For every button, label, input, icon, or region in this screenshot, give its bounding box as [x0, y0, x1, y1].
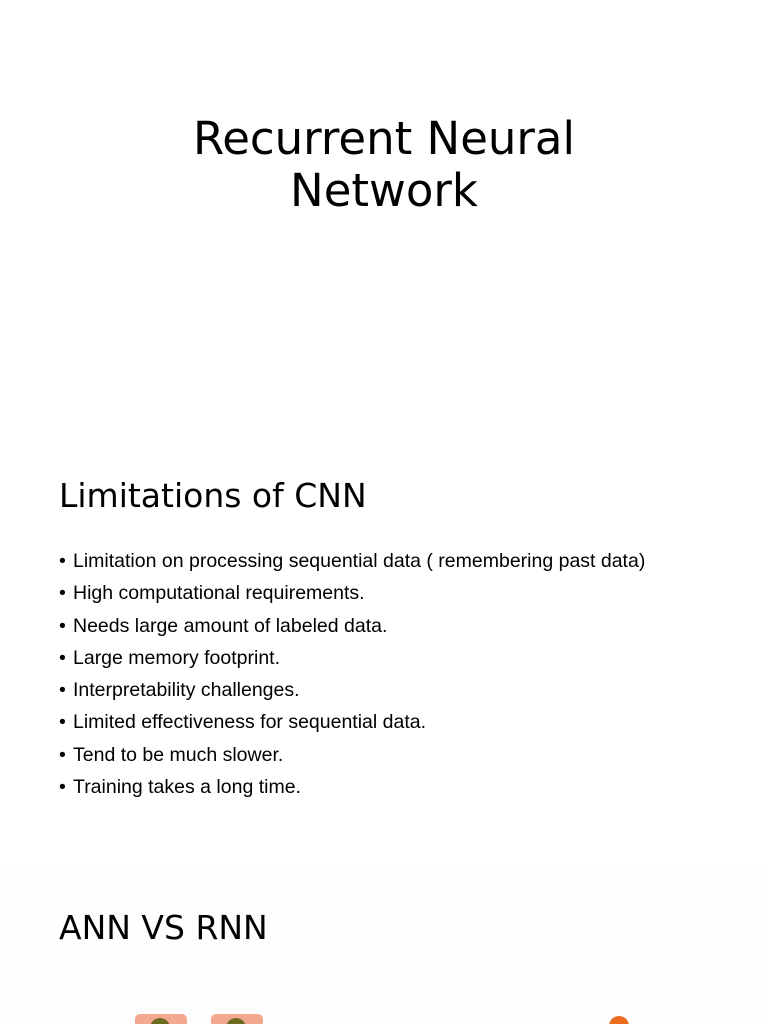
- bullet-text: Limitation on processing sequential data ( remembering past data): [73, 550, 646, 572]
- neuron-core: [150, 1018, 170, 1024]
- list-item: [59, 739, 645, 771]
- bullet-text: Large memory footprint.: [73, 646, 281, 669]
- list-item: [59, 771, 645, 803]
- bullet-dot: •: [59, 679, 66, 702]
- ann-vs-rnn-slide: [0, 864, 768, 1024]
- list-item: [59, 642, 645, 674]
- list-item: [59, 577, 645, 609]
- title-line-2: Network: [290, 164, 478, 217]
- bullet-dot: •: [59, 550, 66, 572]
- ann-neuron-node: [135, 1014, 187, 1024]
- bullet-text: Interpretability challenges.: [73, 679, 300, 702]
- bullet-dot: •: [59, 582, 66, 605]
- ann-neuron-node: [211, 1014, 263, 1024]
- list-item: [59, 674, 645, 706]
- bullet-text: Limited effectiveness for sequential data.: [73, 711, 427, 734]
- slide-title: ANN VS RNN: [59, 908, 268, 947]
- bullet-text: Tend to be much slower.: [73, 743, 284, 766]
- title-line-1: Recurrent Neural: [192, 112, 576, 165]
- presentation-title: [0, 113, 768, 217]
- bullet-text: High computational requirements.: [73, 582, 365, 605]
- rnn-neuron-dot: [609, 1016, 629, 1024]
- bullet-list: [59, 545, 645, 803]
- title-slide: [0, 0, 768, 432]
- bullet-text: Needs large amount of labeled data.: [73, 614, 388, 637]
- slide-title: Limitations of CNN: [59, 476, 367, 515]
- cnn-limitations-slide: [0, 432, 768, 864]
- bullet-dot: •: [59, 743, 66, 766]
- list-item: [59, 706, 645, 738]
- bullet-text: Training takes a long time.: [73, 776, 301, 799]
- bullet-dot: •: [59, 711, 66, 734]
- neuron-core: [226, 1018, 246, 1024]
- bullet-dot: •: [59, 776, 66, 799]
- list-item: [59, 545, 645, 577]
- bullet-dot: •: [59, 614, 66, 637]
- list-item: [59, 610, 645, 642]
- bullet-dot: •: [59, 646, 66, 669]
